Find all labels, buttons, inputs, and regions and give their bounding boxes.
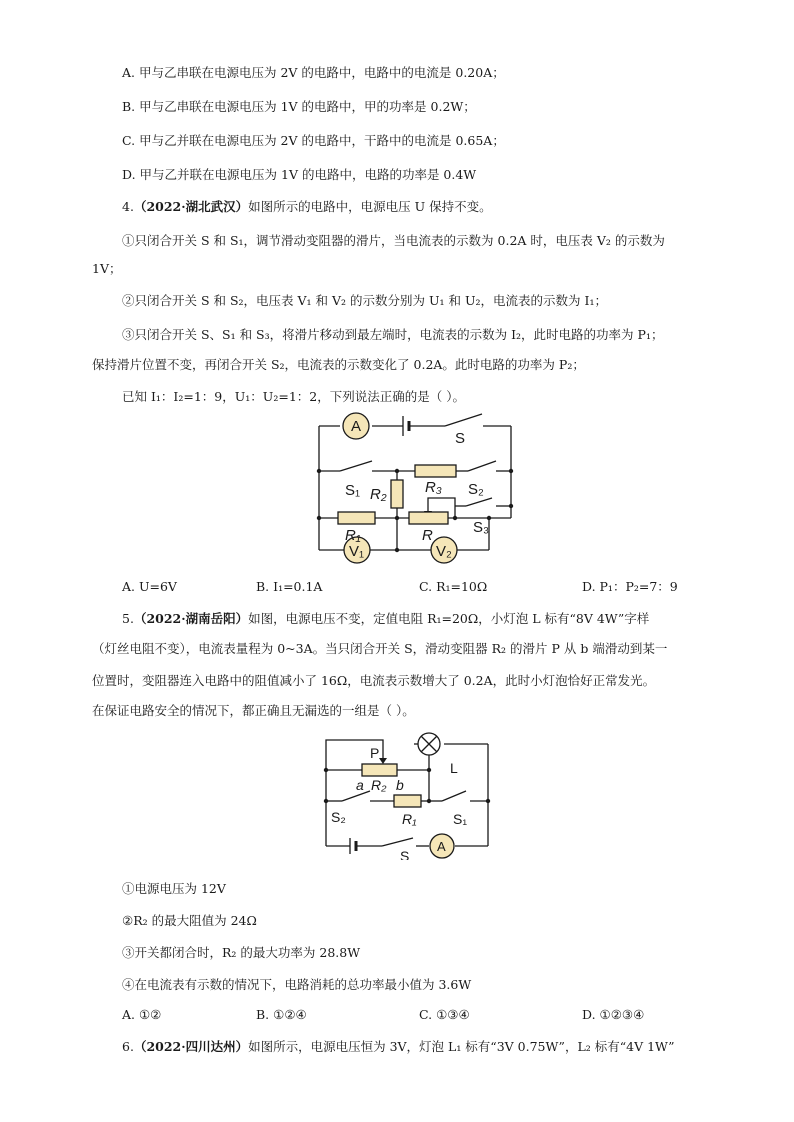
q5-end-a-label: a [356,777,364,793]
q5-option-a: A. ①② [122,1007,162,1022]
q4-stem: 如图所示的电路中，电源电压 U 保持不变。 [248,199,492,214]
q5-rheostat-r2-label: R₂ [371,777,387,793]
q5-resistor-r1-label: R₁ [402,811,417,827]
q4-option-b: B. I₁=0.1A [256,579,323,594]
q5-option-c: C. ①③④ [419,1007,470,1022]
q4-switch-s1-label: S₁ [345,482,361,499]
q5-statement-4: ④在电流表有示数的情况下，电路消耗的总功率最小值为 3.6W [122,977,472,992]
q5-source: （2022·湖南岳阳） [133,611,249,626]
q5-statement-3: ③开关都闭合时，R₂ 的最大功率为 28.8W [122,945,361,960]
q6-number: 6. [122,1039,134,1054]
q3-option-a: A. 甲与乙串联在电源电压为 2V 的电路中，电路中的电流是 0.20A； [122,65,505,80]
q4-resistor-r2-label: R₂ [370,486,387,503]
q5-stem-line-1 [122,610,649,628]
q4-condition-2: ②只闭合开关 S 和 S₂，电压表 V₁ 和 V₂ 的示数分别为 U₁ 和 U₂，电流表的示数为 I₁； [122,293,607,308]
q6-stem-line-1 [122,1038,675,1056]
q5-lamp-l-label: L [450,760,458,776]
q6-text-1: 如图所示，电源电压恒为 3V，灯泡 L₁ 标有“3V 0.75W”，L₂ 标有“4V 1W” [248,1039,675,1054]
q4-resistor-r3-label: R₃ [425,479,442,496]
q5-end-b-label: b [396,777,404,793]
q4-switch-s3-label: S₃ [473,519,490,536]
q5-stem-line-2: （灯丝电阻不变），电流表量程为 0~3A。当只闭合开关 S，滑动变阻器 R₂ 的滑片 P 从 b 端滑动到某一 [92,641,668,656]
q4-stem-line [122,198,492,216]
q5-ammeter-label: A [437,839,446,854]
q4-condition-3a: ③只闭合开关 S、S₁ 和 S₃，将滑片移动到最左端时，电流表的示数为 I₂，此时电路的功率为 P₁； [122,327,664,342]
q5-slider-p-label: P [370,745,380,761]
q4-condition-1a: ①只闭合开关 S 和 S₁，调节滑动变阻器的滑片，当电流表的示数为 0.2A 时，电压表 V₂ 的示数为 [122,233,665,248]
q3-option-d: D. 甲与乙并联在电源电压为 1V 的电路中，电路的功率是 0.4W [122,167,477,182]
q4-known-and-ask: 已知 I₁：I₂=1：9，U₁：U₂=1：2，下列说法正确的是（ ）。 [122,389,465,404]
q5-statement-2: ②R₂ 的最大阻值为 24Ω [122,913,257,928]
q4-option-c: C. R₁=10Ω [419,579,488,594]
q4-voltmeter-v2-label: V₂ [436,543,452,560]
q4-condition-1b: 1V； [92,261,122,276]
q5-switch-s-label: S [400,848,410,860]
q4-number: 4. [122,199,134,214]
q4-option-d: D. P₁：P₂=7：9 [582,579,678,594]
q3-option-c: C. 甲与乙并联在电源电压为 2V 的电路中，干路中的电流是 0.65A； [122,133,505,148]
q4-rheostat-r-label: R [422,527,433,544]
q5-circuit-diagram [318,728,498,860]
q5-text-1: 如图，电源电压不变，定值电阻 R₁=20Ω，小灯泡 L 标有“8V 4W”字样 [248,611,650,626]
q5-option-b: B. ①②④ [256,1007,307,1022]
q5-number: 5. [122,611,134,626]
q3-option-b: B. 甲与乙串联在电源电压为 1V 的电路中，甲的功率是 0.2W； [122,99,476,114]
q4-resistor-r1-label: R₁ [345,527,361,544]
q5-option-d: D. ①②③④ [582,1007,645,1022]
q5-stem-line-3: 位置时，变阻器连入电路中的阻值减小了 16Ω，电流表示数增大了 0.2A，此时小灯泡恰好正常发光。 [92,673,656,688]
q5-statement-1: ①电源电压为 12V [122,881,226,896]
q6-source: （2022·四川达州） [133,1039,249,1054]
q4-voltmeter-v1-label: V₁ [349,543,365,560]
q4-source: （2022·湖北武汉） [133,199,249,214]
q4-circuit-diagram [300,408,530,576]
q4-switch-s2-label: S₂ [468,481,484,498]
q4-switch-s-label: S [455,430,466,447]
q5-stem-line-4: 在保证电路安全的情况下，都正确且无漏选的一组是（ ）。 [92,703,415,718]
q5-switch-s2-label: S₂ [331,809,346,825]
q4-option-a: A. U=6V [122,579,177,594]
q4-ammeter-label: A [351,418,362,435]
q4-condition-3b: 保持滑片位置不变，再闭合开关 S₂，电流表的示数变化了 0.2A。此时电路的功率为 P₂； [92,357,585,372]
q5-switch-s1-label: S₁ [453,811,468,827]
